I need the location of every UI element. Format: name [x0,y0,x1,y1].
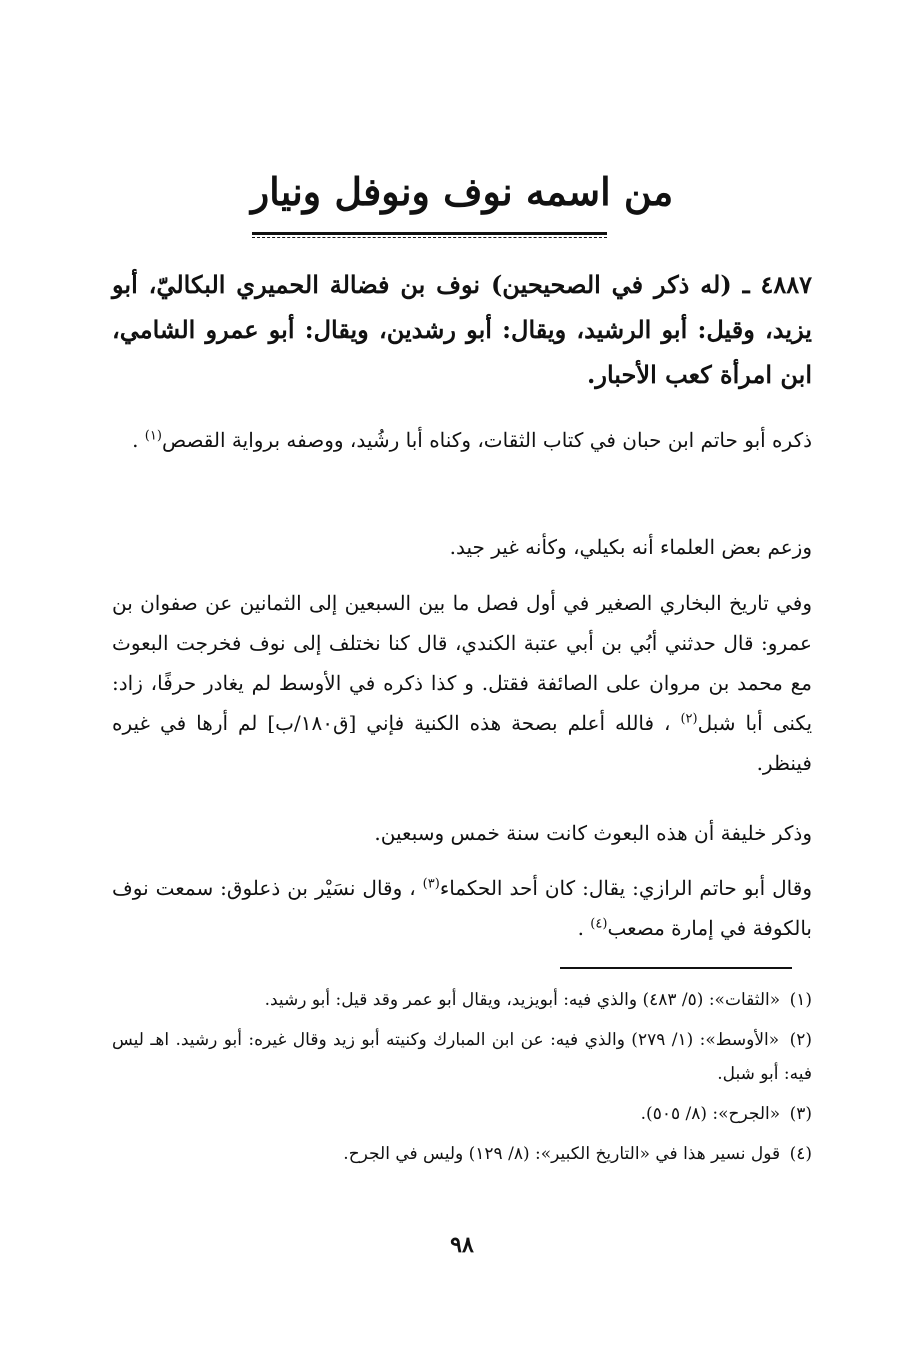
paragraph-text: وزعم بعض العلماء أنه بكيلي، وكأنه غير جيد. [449,535,812,559]
title-underline-dashed [252,237,607,238]
paragraph-tail-2: . [577,916,591,940]
paragraph-text: وذكر خليفة أن هذه البعوث كانت سنة خمس وسبعين. [374,821,812,845]
footnote-number: (٤) [789,1144,812,1164]
paragraph-5 [112,868,812,948]
footnote-number: (١) [789,990,812,1010]
footnote-ref-4: (٤) [590,916,608,932]
entry-heading: ٤٨٨٧ ـ (له ذكر في الصحيحين) نوف بن فضالة الحميري البكاليّ، أبو يزيد، وقيل: أبو الرشيد، ويقال: أبو رشدين، ويقال: أبو عمرو الشامي، ابن امرأة كعب الأحبار. [112,270,812,389]
footnote-separator [560,967,792,969]
page-number: ٩٨ [450,1232,474,1258]
footnote-text: قول نسير هذا في «التاريخ الكبير»: (٨/ ١٢٩) وليس في الجرح. [343,1144,781,1164]
paragraph-tail: ، وقال نسَيْر بن ذعلوق: سمعت نوف بالكوفة في إمارة مصعب [112,876,812,940]
footnote-ref-1: (١) [144,428,162,444]
paragraph-text: وفي تاريخ البخاري الصغير في أول فصل ما بين السبعين إلى الثمانين عن صفوان بن عمرو: قال حدثني أبُي بن أبي عتبة الكندي، قال كنا نختلف إلى نوف فخرجت البعوث مع محمد بن مروان على الصائفة فقتل. و كذا ذكره في الأوسط لم يغادر حرفًا، زاد: يكنى أبا شبل [112,591,813,735]
footnote-text: «الأوسط»: (١/ ٢٧٩) والذي فيه: عن ابن المبارك وكنيته أبو زيد وقال غيره: أبو رشيد. اهـ ليس فيه: أبو شبل. [112,1030,812,1084]
footnote-1 [112,983,812,1017]
footnote-2 [112,1023,812,1091]
paragraph-2 [112,527,812,567]
paragraph-1 [112,420,812,460]
footnote-3 [112,1097,812,1131]
paragraph-4 [112,813,812,853]
chapter-title: من اسمه نوف ونوفل ونيار [250,169,674,214]
footnote-number: (٢) [789,1030,813,1050]
footnote-ref-2: (٢) [680,711,698,727]
title-underline [252,232,607,235]
footnotes [112,983,812,1177]
paragraph-tail: ، فالله أعلم بصحة هذه الكنية فإني [ق١٨٠/ب] لم أرها في غيره فينظر. [112,711,812,775]
paragraph-3 [112,583,812,783]
footnote-4 [112,1137,812,1171]
paragraph-tail: . [132,428,145,452]
footnote-ref-3: (٣) [422,876,440,892]
footnote-text: «الجرح»: (٨/ ٥٠٥). [640,1104,781,1124]
paragraph-text: ذكره أبو حاتم ابن حبان في كتاب الثقات، وكناه أبا رشُيد، ووصفه برواية القصص [161,428,812,452]
footnote-text: «الثقات»: (٥/ ٤٨٣) والذي فيه: أبويزيد، ويقال أبو عمر وقد قيل: أبو رشيد. [264,990,781,1010]
paragraph-text: وقال أبو حاتم الرازي: يقال: كان أحد الحكماء [439,876,812,900]
footnote-number: (٣) [789,1104,812,1124]
